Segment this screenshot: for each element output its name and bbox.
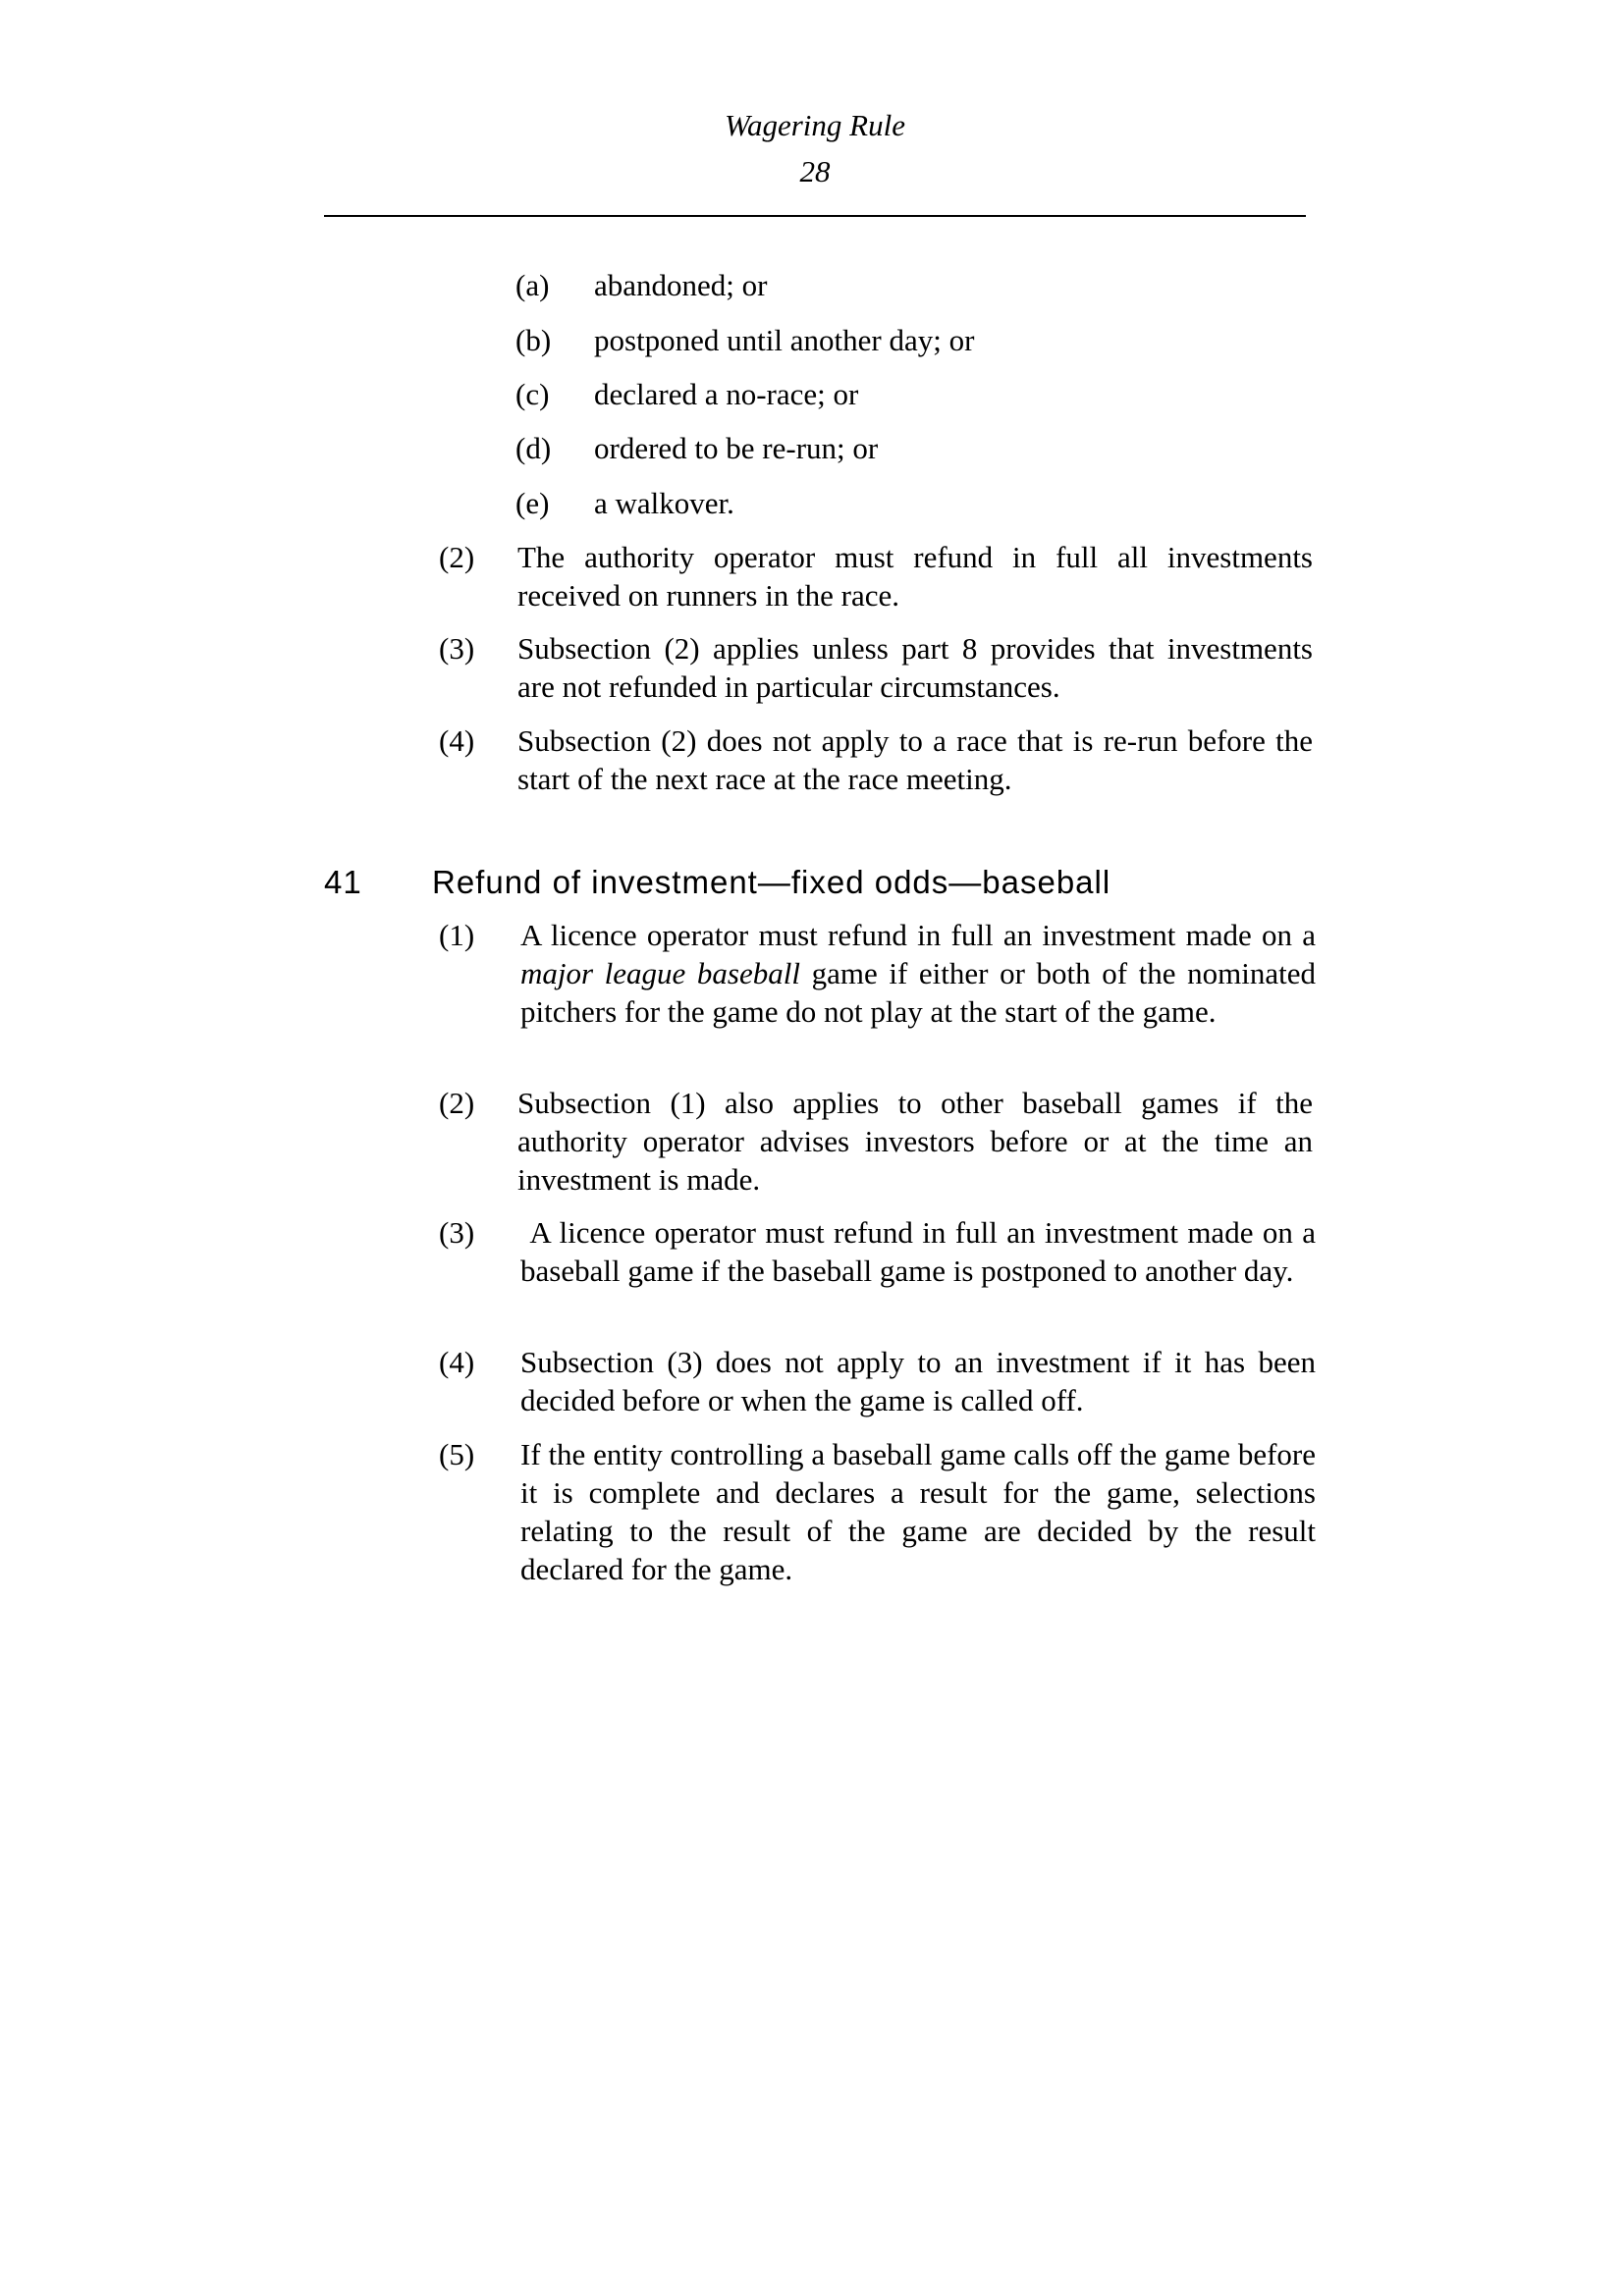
subsection-label: (5) [439,1437,475,1471]
header-rule [324,215,1306,217]
subsection-label: (3) [439,1215,475,1250]
list-item-text: ordered to be re-run; or [594,431,879,465]
subsection-label: (3) [439,631,475,666]
subsection-label: (4) [439,723,475,758]
subsection-text: The authority operator must refund in full all investments received on runners in the race. [517,540,1313,613]
subsection-text [520,916,1316,1031]
page-number: 28 [799,154,831,188]
subsection-label: (4) [439,1345,475,1379]
list-item-text: declared a no-race; or [594,377,859,411]
subsection-text: Subsection (1) also applies to other baseball games if the authority operator advises investors before or at the time an investment is made. [517,1086,1313,1197]
subsection-label: (2) [439,540,475,574]
subsection-label: (2) [439,1086,475,1120]
subsection-text: If the entity controlling a baseball game calls off the game before it is complete and declares a result for the game, selections relating to the result of the game are decided by the result declared for the game. [520,1437,1316,1586]
list-item-label: (b) [515,323,552,357]
list-item-text: postponed until another day; or [594,323,975,357]
section-title: Refund of investment—fixed odds—baseball [432,864,1111,900]
list-item-label: (e) [515,486,550,520]
subsection-label: (1) [439,918,475,952]
list-item-label: (c) [515,377,550,411]
list-item-label: (a) [515,268,550,302]
subsection-text: Subsection (3) does not apply to an investment if it has been decided before or when the game is called off. [520,1345,1316,1417]
subsection-text: A licence operator must refund in full an investment made on a baseball game if the baseball game is postponed to another day. [520,1215,1324,1288]
subsection-text: Subsection (2) does not apply to a race that is re-run before the start of the next race at the race meeting. [517,723,1313,796]
subsection-text-part: A licence operator must refund in full an investment made on a [520,918,1316,952]
list-item-label: (d) [515,431,552,465]
running-header-title: Wagering Rule [725,108,905,142]
subsection-text: Subsection (2) applies unless part 8 provides that investments are not refunded in particular circumstances. [517,631,1313,704]
defined-term: major league baseball [520,956,800,990]
section-number: 41 [324,864,362,900]
subsection-text-part: game if either or both of the nominated pitchers for the game do not play at the start of the game. [520,956,1317,1029]
list-item-text: a walkover. [594,486,734,520]
list-item-text: abandoned; or [594,268,768,302]
